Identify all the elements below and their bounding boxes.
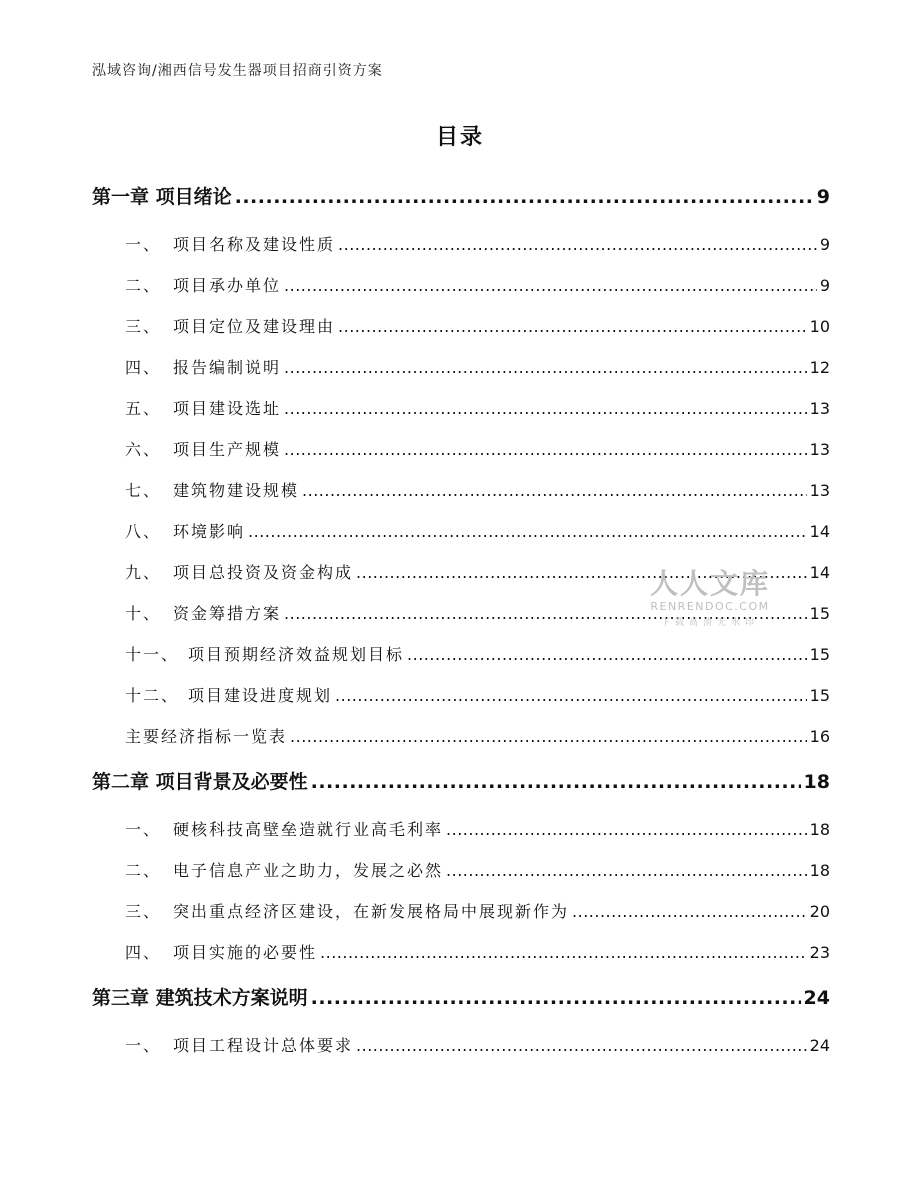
toc-entry-label [125,265,281,306]
toc-entry-label [125,850,443,891]
toc-entry-label [125,347,281,388]
toc-page-number: 14 [809,522,830,541]
toc-entry-title: 电子信息产业之助力，发展之必然 [173,861,444,880]
toc-page-number: 24 [809,1036,830,1055]
toc-entry-title: 项目定位及建设理由 [173,317,336,336]
watermark [645,562,775,628]
toc-dot-leader [338,306,807,347]
toc-page-number: 13 [809,399,830,418]
toc-dot-leader [248,511,807,552]
toc-entry-title: 项目实施的必要性 [173,943,318,962]
toc-dot-leader [335,675,807,716]
toc-entry-number: 六、 [125,440,162,459]
toc-dot-leader [284,429,807,470]
toc-section-row[interactable] [92,470,830,511]
toc-entry-title: 主要经济指标一览表 [125,727,288,746]
toc-section-row[interactable] [92,511,830,552]
toc-entry-label [92,174,232,220]
toc-entry-number: 一、 [125,820,162,839]
toc-page-number: 18 [803,771,830,793]
toc-entry-title: 突出重点经济区建设，在新发展格局中展现新作为 [173,902,570,921]
toc-dot-leader [311,759,801,805]
toc-entry-number: 三、 [125,902,162,921]
toc-entry-label [125,552,353,593]
toc-page-number: 9 [819,235,830,254]
toc-entry-title: 建筑物建设规模 [173,481,300,500]
toc-section-row[interactable] [92,716,830,757]
toc-entry-label [125,224,335,265]
toc-entry-number: 一、 [125,235,162,254]
toc-page-number: 20 [809,902,830,921]
toc-section-row[interactable] [92,809,830,850]
toc-entry-label [125,675,332,716]
toc-entry-title: 项目生产规模 [173,440,282,459]
toc-entry-label [125,511,245,552]
toc-entry-title: 项目名称及建设性质 [173,235,336,254]
toc-dot-leader [235,174,814,220]
toc-entry-number: 九、 [125,563,162,582]
toc-entry-label [125,593,281,634]
toc-entry-number: 二、 [125,861,162,880]
toc-page-number: 23 [809,943,830,962]
toc-entry-title: 资金筹措方案 [173,604,282,623]
toc-entry-title: 项目建设进度规划 [188,686,333,705]
toc-page-number: 14 [809,563,830,582]
toc-page-number: 16 [809,727,830,746]
toc-entry-label [125,891,569,932]
toc-page-number: 15 [809,686,830,705]
toc-dot-leader [338,224,817,265]
page-header: 泓域咨询/湘西信号发生器项目招商引资方案 [92,63,383,79]
toc-dot-leader [284,388,807,429]
toc-entry-title: 项目承办单位 [173,276,282,295]
toc-section-row[interactable] [92,1025,830,1066]
toc-entry-title: 第三章 建筑技术方案说明 [92,987,308,1009]
toc-entry-label [125,470,299,511]
toc-entry-title: 环境影响 [173,522,246,541]
watermark-domain: RENRENDOC.COM [650,600,770,613]
toc-entry-number: 一、 [125,1036,162,1055]
toc-entry-label [125,388,281,429]
toc-section-row[interactable] [92,675,830,716]
toc-chapter-row[interactable] [92,975,830,1021]
toc-entry-label [125,716,287,757]
toc-dot-leader [356,1025,807,1066]
toc-page-number: 9 [819,276,830,295]
toc-entry-number: 十一、 [125,645,180,664]
toc-dot-leader [446,809,807,850]
toc-entry-number: 四、 [125,358,162,377]
toc-page-number: 10 [809,317,830,336]
toc-dot-leader [572,891,807,932]
toc-entry-number: 七、 [125,481,162,500]
toc-section-row[interactable] [92,388,830,429]
toc-entry-label [125,809,443,850]
toc-page-number: 15 [809,604,830,623]
toc-entry-number: 十二、 [125,686,180,705]
toc-entry-label [125,932,317,973]
toc-entry-label [92,759,308,805]
toc-entry-number: 五、 [125,399,162,418]
toc-entry-title: 项目预期经济效益规划目标 [188,645,405,664]
toc-entry-title: 第一章 项目绪论 [92,186,232,208]
toc-section-row[interactable] [92,634,830,675]
toc-page-number: 15 [809,645,830,664]
toc-chapter-row[interactable] [92,174,830,220]
toc-dot-leader [446,850,807,891]
toc-entry-title: 项目建设选址 [173,399,282,418]
toc-dot-leader [407,634,807,675]
toc-section-row[interactable] [92,891,830,932]
toc-entry-number: 十、 [125,604,162,623]
toc-entry-number: 二、 [125,276,162,295]
toc-page-number: 13 [809,440,830,459]
toc-entry-label [125,634,404,675]
toc-section-row[interactable] [92,306,830,347]
toc-page-number: 24 [803,987,830,1009]
watermark-logo-text: 人人文库 [649,567,770,600]
toc-dot-leader [311,975,801,1021]
toc-section-row[interactable] [92,429,830,470]
toc-section-row[interactable] [92,932,830,973]
toc-entry-title: 项目工程设计总体要求 [173,1036,354,1055]
toc-entry-number: 八、 [125,522,162,541]
toc-page-number: 18 [809,820,830,839]
toc-page-number: 18 [809,861,830,880]
toc-page-number: 9 [816,186,830,208]
page-title: 目录 [435,125,484,150]
toc-dot-leader [284,265,817,306]
toc-entry-label [125,1025,353,1066]
toc-entry-title: 报告编制说明 [173,358,282,377]
toc-entry-number: 四、 [125,943,162,962]
toc-entry-title: 项目总投资及资金构成 [173,563,354,582]
toc-page-number: 12 [809,358,830,377]
toc-section-row[interactable] [92,224,830,265]
toc-entry-label [92,975,308,1021]
toc-entry-title: 硬核科技高壁垒造就行业高毛利率 [173,820,444,839]
toc-entry-title: 第二章 项目背景及必要性 [92,771,308,793]
toc-dot-leader [290,716,807,757]
toc-dot-leader [320,932,807,973]
toc-dot-leader [302,470,807,511]
toc-entry-number: 三、 [125,317,162,336]
toc-section-row[interactable] [92,265,830,306]
toc-section-row[interactable] [92,850,830,891]
toc-dot-leader [284,347,807,388]
toc-chapter-row[interactable] [92,759,830,805]
toc-section-row[interactable] [92,347,830,388]
toc-entry-label [125,429,281,470]
toc-page-number: 13 [809,481,830,500]
toc-entry-label [125,306,335,347]
watermark-tagline: 下载高清无水印 [660,618,759,628]
